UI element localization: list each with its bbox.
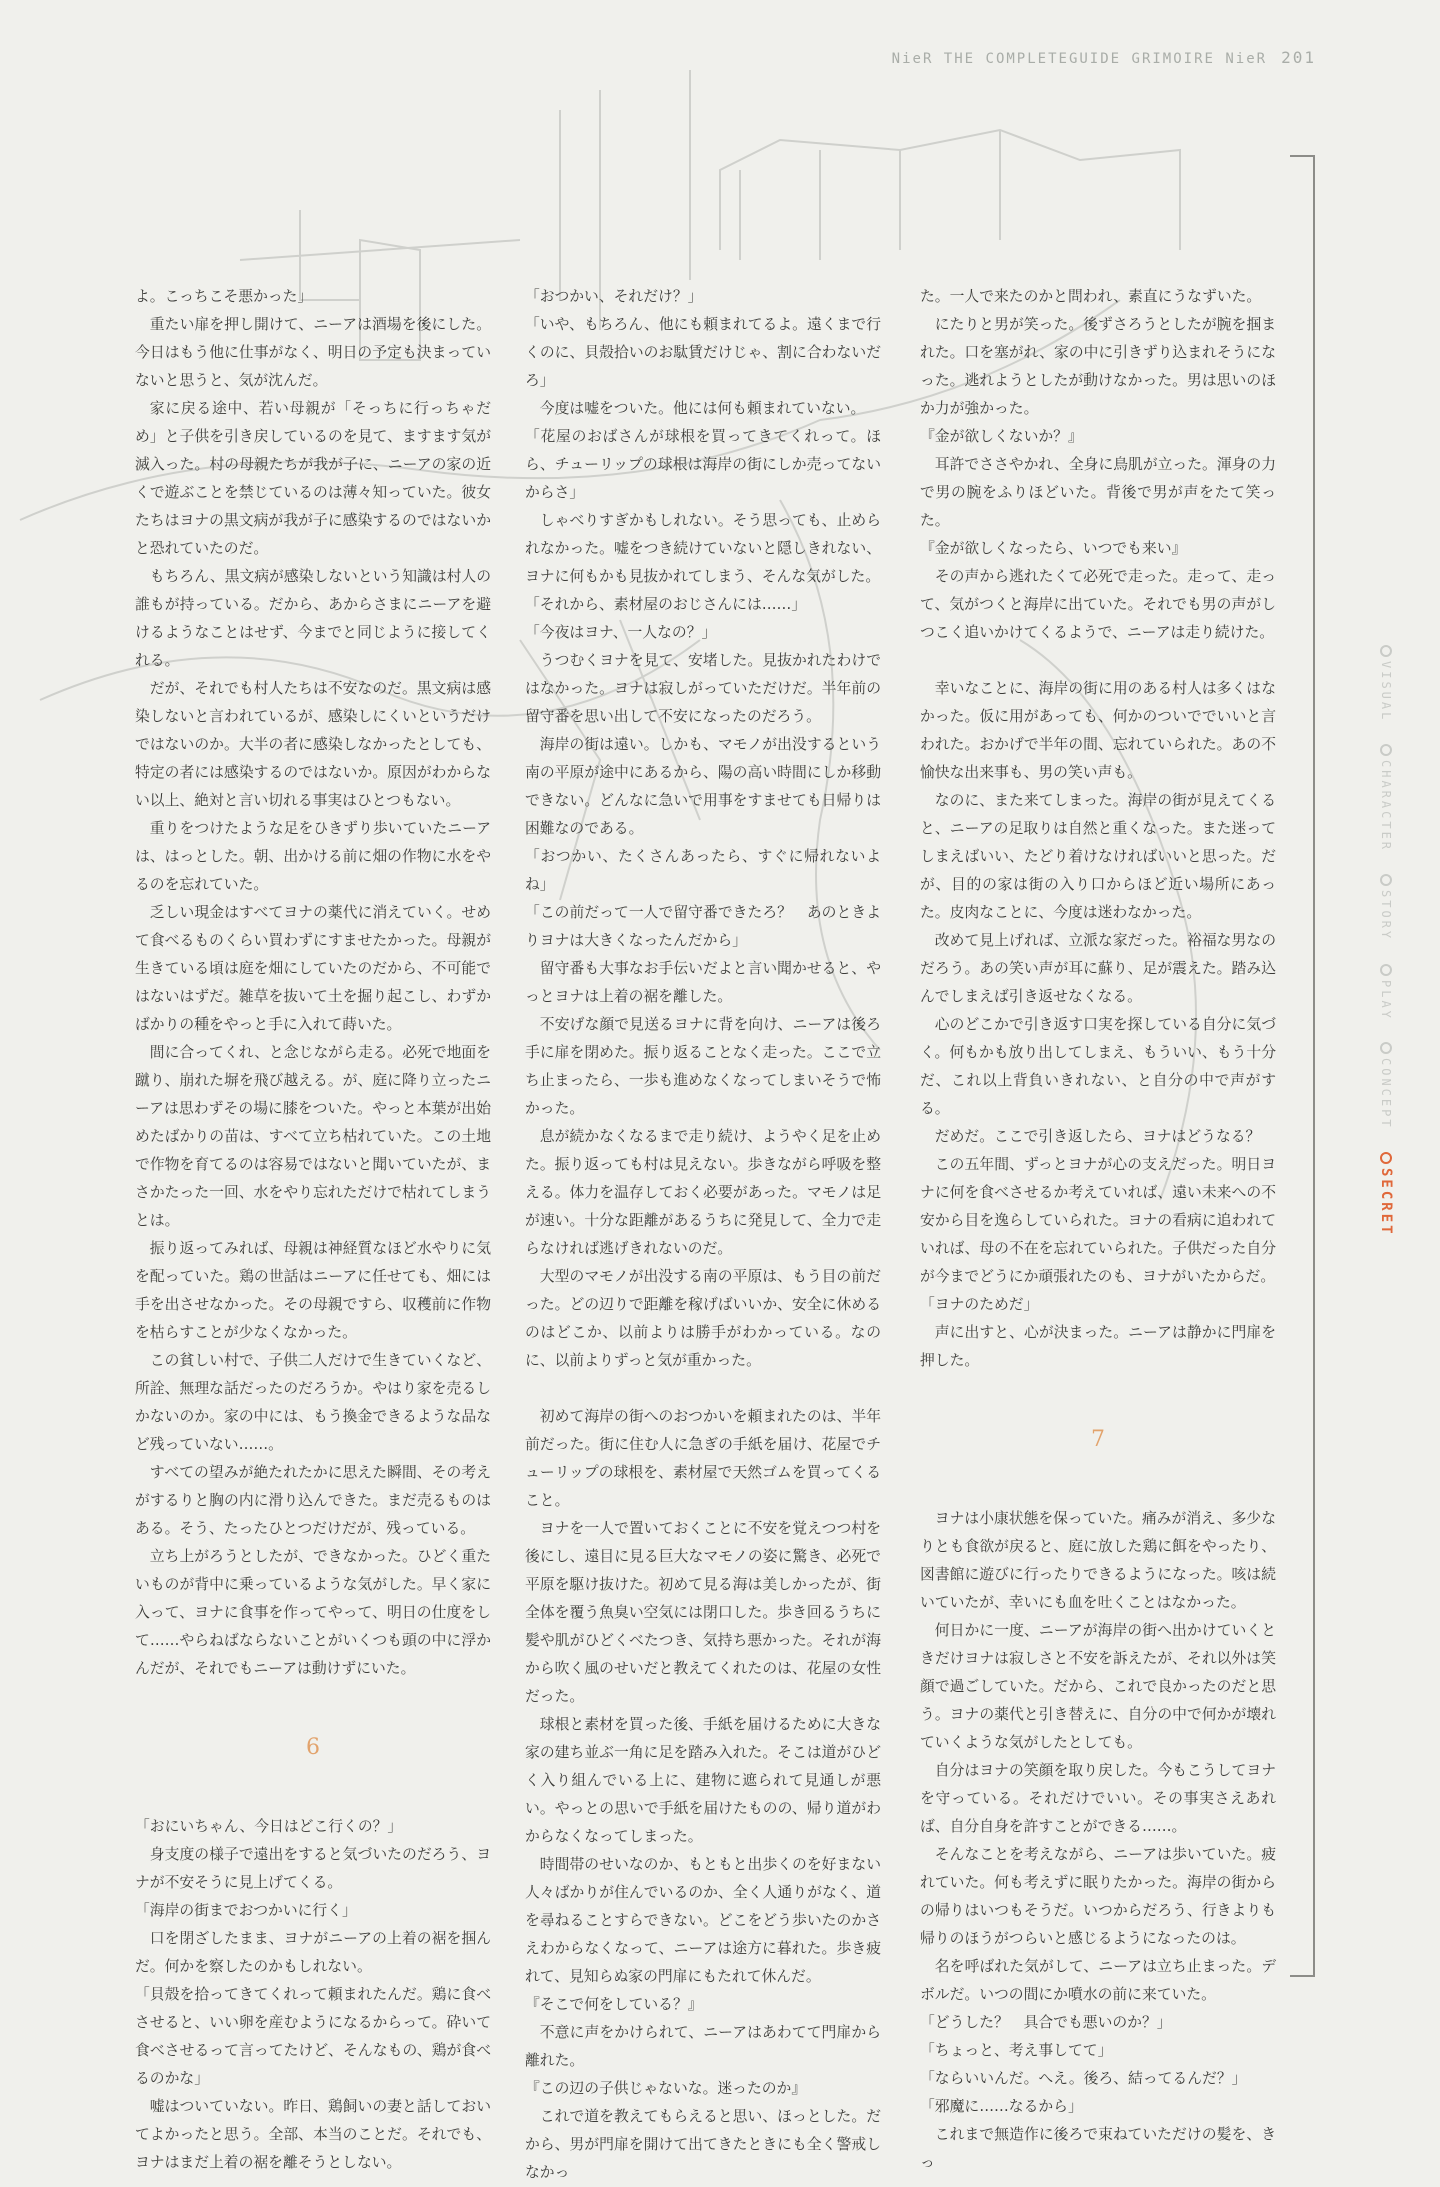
paragraph: 息が続かなくなるまで走り続け、ようやく足を止めた。振り返っても村は見えない。歩きながら呼吸を整える。体力を温存しておく必要があった。マモノは足が速い。十分な距離があるうちに発見して、全力で走らなければ逃げきれないのだ。 [525, 1128, 881, 1257]
paragraph: すべての望みが絶たれたかに思えた瞬間、その考えがするりと胸の内に滑り込んできた。まだ売るものはある。そう、たったひとつだけだが、残っている。 [135, 1464, 491, 1537]
tab-bullet-icon [1380, 645, 1392, 657]
paragraph: 自分はヨナの笑顔を取り戻した。今もこうしてヨナを守っている。それだけでいい。その事実さえあれば、自分自身を許すことができる……。 [920, 1762, 1276, 1835]
text-column-1 [135, 283, 491, 2177]
tab-play[interactable] [1378, 964, 1394, 1021]
paragraph: うつむくヨナを見て、安堵した。見抜かれたわけではなかった。ヨナは寂しがっていただけだ。半年前の留守番を思い出して不安になったのだろう。 [525, 652, 881, 725]
paragraph: 乏しい現金はすべてヨナの薬代に消えていく。せめて食べるものくらい買わずにすませたかった。母親が生きている頃は庭を畑にしていたのだから、不可能ではないはずだ。雑草を抜いて土を掘り起こし、わずかばかりの種をやっと手に入れて蒔いた。 [135, 904, 491, 1033]
dialogue-line: 『金が欲しくないか？』 [920, 428, 1083, 445]
paragraph: にたりと男が笑った。後ずさろうとしたが腕を掴まれた。口を塞がれ、家の中に引きずり込まれそうになった。逃れようとしたが動けなかった。男は思いのほか力が強かった。 [920, 316, 1277, 417]
tab-concept[interactable] [1378, 1042, 1394, 1130]
paragraph: 心のどこかで引き返す口実を探している自分に気づく。何もかも放り出してしまえ、もういい、もう十分だ、これ以上背負いきれない、と自分の中で声がする。 [920, 1016, 1276, 1117]
tab-visual[interactable] [1378, 645, 1394, 722]
tab-label: VISUAL [1379, 661, 1393, 723]
tab-label: PLAY [1379, 979, 1393, 1021]
paragraph: 海岸の街は遠い。しかも、マモノが出没するという南の平原が途中にあるから、陽の高い時間にしか移動できない。どんなに急いで用事をすませても日帰りは困難なのである。 [525, 736, 881, 837]
chapter-index-tabs [1378, 645, 1394, 1237]
bracket-hook-bottom [1290, 1975, 1315, 1977]
text-column-2 [525, 283, 881, 2187]
paragraph: 大型のマモノが出没する南の平原は、もう目の前だった。どの辺りで距離を稼げばいいか、安全に休めるのはどこか、以前よりは勝手がわかっている。なのに、以前よりずっと気が重かった。 [525, 1268, 881, 1369]
dialogue-line: よ。こっちこそ悪かった」 [135, 288, 313, 305]
paragraph: 球根と素材を買った後、手紙を届けるために大きな家の建ち並ぶ一角に足を踏み入れた。そこは道がひどく入り組んでいる上に、建物に遮られて見通しが悪い。やっとの思いで手紙を届けたものの、帰り道がわからなくなってしまった。 [525, 1716, 881, 1845]
paragraph: 重りをつけたような足をひきずり歩いていたニーアは、はっとした。朝、出かける前に畑の作物に水をやるのを忘れていた。 [135, 820, 491, 893]
paragraph: これまで無造作に後ろで束ねていただけの髪を、きっ [920, 2126, 1276, 2171]
tab-bullet-icon [1380, 874, 1392, 886]
dialogue-line: 「おにいちゃん、今日はどこ行くの？」 [135, 1818, 403, 1835]
dialogue-line: 「いや、もちろん、他にも頼まれてるよ。遠くまで行くのに、貝殻拾いのお駄賃だけじゃ、割に合わないだろ」 [525, 316, 881, 389]
tab-label: STORY [1379, 890, 1393, 942]
tab-character[interactable] [1378, 744, 1394, 852]
running-header [892, 48, 1316, 67]
paragraph: 耳許でささやかれ、全身に鳥肌が立った。渾身の力で男の腕をふりほどいた。背後で男が声をたて笑った。 [920, 456, 1277, 529]
paragraph: 口を閉ざしたまま、ヨナがニーアの上着の裾を掴んだ。何かを察したのかもしれない。 [135, 1930, 491, 1975]
paragraph: 間に合ってくれ、と念じながら走る。必死で地面を蹴り、崩れた塀を飛び越える。が、庭に降り立ったニーアは思わずその場に膝をついた。やっと本葉が出始めたばかりの苗は、すべて立ち枯れていた。この土地で作物を育てるのは容易ではないと聞いていたが、まさかたった一回、水をやり忘れただけで枯れてしまうとは。 [135, 1044, 492, 1229]
paragraph: 改めて見上げれば、立派な家だった。裕福な男なのだろう。あの笑い声が耳に蘇り、足が震えた。踏み込んでしまえば引き返せなくなる。 [920, 932, 1276, 1005]
paragraph: 身支度の様子で遠出をすると気づいたのだろう、ヨナが不安そうに見上げてくる。 [135, 1846, 491, 1891]
section-number: 6 [306, 1735, 320, 1760]
dialogue-line: 「ならいいんだ。へえ。後ろ、結ってるんだ？」 [920, 2070, 1247, 2087]
paragraph: なのに、また来てしまった。海岸の街が見えてくると、ニーアの足取りは自然と重くなった。また迷ってしまえばいい、たどり着けなければいいと思った。だが、目的の家は街の入り口からほど近い場所にあった。皮肉なことに、今度は迷わなかった。 [920, 792, 1276, 921]
column-bracket-rule [1313, 155, 1315, 1977]
dialogue-line: 『この辺の子供じゃないな。迷ったのか』 [525, 2080, 807, 2097]
dialogue-line: 「この前だって一人で留守番できたろ？ あのときよりヨナは大きくなったんだから」 [525, 904, 881, 949]
dialogue-line: 「ヨナのためだ」 [920, 1296, 1039, 1313]
paragraph: 振り返ってみれば、母親は神経質なほど水やりに気を配っていた。鶏の世話はニーアに任せても、畑には手を出させなかった。その母親ですら、収穫前に作物を枯らすことが少なくなかった。 [135, 1240, 491, 1341]
paragraph: だが、それでも村人たちは不安なのだ。黒文病は感染しないと言われているが、感染しにくいというだけではないのか。大半の者に感染しなかったとしても、特定の者には感染するのではないか。原因がわからない以上、絶対と言い切れる事実はひとつもない。 [135, 680, 491, 809]
paragraph: 嘘はついていない。昨日、鶏飼いの妻と話しておいてよかったと思う。全部、本当のことだ。それでも、ヨナはまだ上着の裾を離そうとしない。 [135, 2098, 491, 2171]
paragraph: そんなことを考えながら、ニーアは歩いていた。疲れていた。何も考えずに眠りたかった。海岸の街からの帰りはいつもそうだ。いつからだろう、行きよりも帰りのほうがつらいと感じるようになったのは。 [920, 1846, 1276, 1947]
tab-secret[interactable] [1378, 1152, 1394, 1237]
scene-break [920, 647, 1276, 675]
paragraph: 今度は嘘をついた。他には何も頼まれていない。 [539, 400, 866, 417]
paragraph: 時間帯のせいなのか、もともと出歩くのを好まない人々ばかりが住んでいるのか、全く人通りがなく、道を尋ねることすらできない。どこをどう歩いたのかさえわからなくなって、ニーアは途方に暮れた。歩き疲れて、見知らぬ家の門扉にもたれて休んだ。 [525, 1856, 881, 1985]
paragraph: この貧しい村で、子供二人だけで生きていくなど、所詮、無理な話だったのだろうか。やはり家を売るしかないのか。家の中には、もう換金できるような品など残っていない……。 [135, 1352, 491, 1453]
page-number: 201 [1281, 48, 1316, 67]
paragraph: 立ち上がろうとしたが、できなかった。ひどく重たいものが背中に乗っているような気がした。早く家に入って、ヨナに食事を作ってやって、明日の仕度をして……やらねばならないことがいくつも頭の中に浮かんだが、それでもニーアは動けずにいた。 [135, 1548, 491, 1677]
tab-bullet-icon [1380, 1042, 1392, 1054]
dialogue-line: 「邪魔に……なるから」 [920, 2098, 1083, 2115]
paragraph: その声から逃れたくて必死で走った。走って、走って、気がつくと海岸に出ていた。それでも男の声がしつこく追いかけてくるようで、ニーアは走り続けた。 [920, 568, 1276, 641]
paragraph: ヨナを一人で置いておくことに不安を覚えつつ村を後にし、遠目に見る巨大なマモノの姿に驚き、必死で平原を駆け抜けた。初めて見る海は美しかったが、街全体を覆う魚臭い空気には閉口した。歩き回るうちに髪や肌がひどくべたつき、気持ち悪かった。それが海から吹く風のせいだと教えてくれたのは、花屋の女性だった。 [525, 1520, 881, 1705]
paragraph: 重たい扉を押し開けて、ニーアは酒場を後にした。今日はもう他に仕事がなく、明日の予定も決まっていないと思うと、気が沈んだ。 [135, 316, 491, 389]
paragraph: しゃべりすぎかもしれない。そう思っても、止められなかった。嘘をつき続けていないと隠しきれない、ヨナに何もかも見抜かれてしまう、そんな気がした。 [525, 512, 881, 585]
dialogue-line: 「ちょっと、考え事してて」 [920, 2042, 1113, 2059]
tab-label: CONCEPT [1379, 1058, 1393, 1130]
dialogue-line: 「貝殻を拾ってきてくれって頼まれたんだ。鶏に食べさせると、いい卵を産むようになるからって。砕いて食べさせるって言ってたけど、そんなもの、鶏が食べるのかな」 [135, 1986, 491, 2087]
dialogue-line: 「それから、素材屋のおじさんには……」 [525, 596, 807, 613]
paragraph: 幸いなことに、海岸の街に用のある村人は多くはなかった。仮に用があっても、何かのついででいいと言われた。おかげで半年の間、忘れていられた。あの不愉快な出来事も、男の笑い声も。 [920, 680, 1276, 781]
dialogue-line: 「どうした？ 具合でも悪いのか？」 [920, 2014, 1172, 2031]
dialogue-line: 「おつかい、たくさんあったら、すぐに帰れないよね」 [525, 848, 881, 893]
paragraph: 名を呼ばれた気がして、ニーアは立ち止まった。デボルだ。いつの間にか噴水の前に来ていた。 [920, 1958, 1276, 2003]
dialogue-line: 「海岸の街までおつかいに行く」 [135, 1902, 357, 1919]
paragraph: 初めて海岸の街へのおつかいを頼まれたのは、半年前だった。街に住む人に急ぎの手紙を届け、花屋でチューリップの球根を、素材屋で天然ゴムを買ってくること。 [525, 1408, 881, 1509]
paragraph: 家に戻る途中、若い母親が「そっちに行っちゃだめ」と子供を引き戻しているのを見て、ますます気が滅入った。村の母親たちが我が子に、ニーアの家の近くで遊ぶことを禁じているのは薄々知っていた。彼女たちはヨナの黒文病が我が子に感染するのではないかと恐れていたのだ。 [135, 400, 491, 557]
paragraph: もちろん、黒文病が感染しないという知識は村人の誰もが持っている。だから、あからさまにニーアを避けるようなことはせず、今までと同じように接してくれる。 [135, 568, 492, 669]
paragraph: 不意に声をかけられて、ニーアはあわてて門扉から離れた。 [525, 2024, 881, 2069]
dialogue-line: 『金が欲しくなったら、いつでも来い』 [920, 540, 1187, 557]
paragraph: 声に出すと、心が決まった。ニーアは静かに門扉を押した。 [920, 1324, 1276, 1369]
tab-bullet-icon [1380, 1152, 1392, 1164]
text-column-3 [920, 283, 1276, 2177]
paragraph: ヨナは小康状態を保っていた。痛みが消え、多少なりとも食欲が戻ると、庭に放した鶏に餌をやったり、図書館に遊びに行ったりできるようになった。咳は続いていたが、幸いにも血を吐くことはなかった。 [920, 1510, 1277, 1611]
tab-label: SECRET [1378, 1168, 1394, 1237]
scene-break [525, 1375, 881, 1403]
paragraph: だめだ。ここで引き返したら、ヨナはどうなる？ [934, 1128, 1261, 1145]
tab-label: CHARACTER [1379, 760, 1393, 853]
section-number: 7 [1091, 1427, 1105, 1452]
dialogue-line: た。一人で来たのかと問われ、素直にうなずいた。 [920, 288, 1262, 305]
header-title: NieR THE COMPLETEGUIDE GRIMOIRE NieR [891, 51, 1268, 67]
paragraph: 留守番も大事なお手伝いだよと言い聞かせると、やっとヨナは上着の裾を離した。 [525, 960, 881, 1005]
dialogue-line: 「今夜はヨナ、一人なの？」 [525, 624, 717, 641]
tab-story[interactable] [1378, 874, 1394, 941]
tab-bullet-icon [1380, 744, 1392, 756]
paragraph: 何日かに一度、ニーアが海岸の街へ出かけていくときだけヨナは寂しさと不安を訴えたが、それ以外は笑顔で過ごしていた。だから、これで良かったのだと思う。ヨナの薬代と引き替えに、自分の中で何かが壊れていくような気がしたとしても。 [920, 1622, 1276, 1751]
dialogue-line: 「おつかい、それだけ？」 [525, 288, 703, 305]
paragraph: この五年間、ずっとヨナが心の支えだった。明日ヨナに何を食べさせるか考えていれば、遠い未来への不安から目を逸らしていられた。ヨナの看病に追われていれば、母の不在を忘れていられた。子供だった自分が今までどうにか頑張れたのも、ヨナがいたからだ。 [920, 1156, 1276, 1285]
dialogue-line: 『そこで何をしている？』 [525, 1996, 703, 2013]
paragraph: 不安げな顔で見送るヨナに背を向け、ニーアは後ろ手に扉を閉めた。振り返ることなく走った。ここで立ち止まったら、一歩も進めなくなってしまいそうで怖かった。 [525, 1016, 881, 1117]
dialogue-line: 「花屋のおばさんが球根を買ってきてくれって。ほら、チューリップの球根は海岸の街にしか売ってないからさ」 [525, 428, 881, 501]
paragraph: これで道を教えてもらえると思い、ほっとした。だから、男が門扉を開けて出てきたときにも全く警戒しなかっ [525, 2108, 881, 2181]
tab-bullet-icon [1380, 964, 1392, 976]
bracket-hook-top [1290, 155, 1315, 157]
